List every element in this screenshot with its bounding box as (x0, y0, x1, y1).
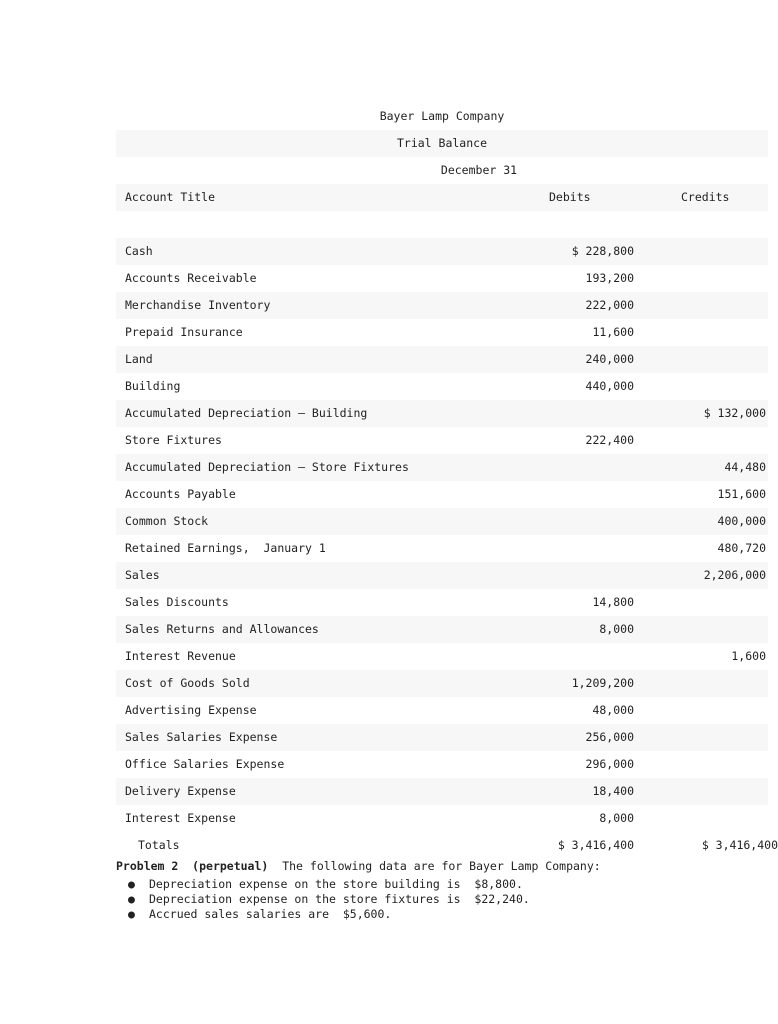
list-item (116, 907, 756, 922)
account-title: Sales Discounts (125, 595, 229, 609)
totals-label: Totals (138, 838, 180, 852)
account-title: Retained Earnings, January 1 (125, 541, 326, 555)
account-title: Accounts Receivable (125, 271, 257, 285)
account-title: Cost of Goods Sold (125, 676, 250, 690)
report-date-row (116, 157, 768, 184)
table-row (116, 265, 768, 292)
table-row (116, 427, 768, 454)
table-row (116, 778, 768, 805)
table-row (116, 535, 768, 562)
debit-amount: 11,600 (592, 325, 634, 339)
column-header-title: Account Title (125, 190, 216, 204)
account-title: Interest Expense (125, 811, 236, 825)
report-title: Trial Balance (396, 136, 487, 150)
table-row (116, 616, 768, 643)
problem-intro: The following data are for Bayer Lamp Company: (282, 859, 601, 873)
debit-amount: 193,200 (585, 271, 634, 285)
column-header-row (116, 184, 768, 211)
company-name-row (116, 103, 768, 130)
account-title: Accumulated Depreciation – Store Fixtures (125, 460, 409, 474)
debit-amount: 1,209,200 (571, 676, 634, 690)
table-row (116, 508, 768, 535)
debit-amount: 14,800 (592, 595, 634, 609)
credit-amount: 1,600 (731, 649, 766, 663)
list-item (116, 892, 756, 907)
table-row (116, 454, 768, 481)
table-row (116, 373, 768, 400)
account-title: Office Salaries Expense (125, 757, 285, 771)
totals-credit: $ 3,416,400 (701, 838, 778, 852)
credit-amount: 44,480 (724, 460, 766, 474)
table-row (116, 589, 768, 616)
account-title: Interest Revenue (125, 649, 236, 663)
debit-amount: 296,000 (585, 757, 634, 771)
account-title: Advertising Expense (125, 703, 257, 717)
account-title: Delivery Expense (125, 784, 236, 798)
account-title: Sales (125, 568, 160, 582)
table-row (116, 319, 768, 346)
bullet-icon: ● (128, 877, 135, 891)
debit-amount: 222,000 (585, 298, 634, 312)
account-title: Accumulated Depreciation – Building (125, 406, 368, 420)
debit-amount: 256,000 (585, 730, 634, 744)
column-header-debits: Debits (549, 190, 591, 204)
problem-section (116, 858, 756, 922)
account-title: Store Fixtures (125, 433, 222, 447)
credit-amount: 400,000 (717, 514, 766, 528)
column-header-credits: Credits (681, 190, 730, 204)
problem-label: Problem 2 (116, 859, 179, 873)
debit-amount: $ 228,800 (571, 244, 634, 258)
bullet-icon: ● (128, 907, 135, 921)
bullet-text: Depreciation expense on the store fixtures is $22,240. (149, 892, 530, 906)
trial-balance-table (116, 103, 778, 859)
credit-amount: 151,600 (717, 487, 766, 501)
debit-amount: 48,000 (592, 703, 634, 717)
account-title: Cash (125, 244, 153, 258)
table-row (116, 643, 768, 670)
totals-debit: $ 3,416,400 (557, 838, 634, 852)
table-row (116, 805, 768, 832)
problem-tag: (perpetual) (192, 859, 269, 873)
problem-heading (116, 858, 756, 875)
debit-amount: 440,000 (585, 379, 634, 393)
totals-row (116, 832, 778, 859)
list-item (116, 877, 756, 892)
bullet-text: Depreciation expense on the store building is $8,800. (149, 877, 523, 891)
table-row (116, 751, 768, 778)
account-title: Land (125, 352, 153, 366)
debit-amount: 8,000 (599, 622, 634, 636)
account-title: Prepaid Insurance (125, 325, 243, 339)
credit-amount: 480,720 (717, 541, 766, 555)
spacer-row (116, 211, 768, 238)
account-title: Sales Returns and Allowances (125, 622, 319, 636)
debit-amount: 222,400 (585, 433, 634, 447)
account-title: Accounts Payable (125, 487, 236, 501)
debit-amount: 240,000 (585, 352, 634, 366)
report-date: December 31 (440, 163, 518, 177)
table-row (116, 481, 768, 508)
debit-amount: 8,000 (599, 811, 634, 825)
account-rows (116, 238, 768, 832)
bullet-text: Accrued sales salaries are $5,600. (149, 907, 392, 921)
table-row (116, 670, 768, 697)
table-row (116, 724, 768, 751)
account-title: Common Stock (125, 514, 209, 528)
report-title-row (116, 130, 768, 157)
account-title: Merchandise Inventory (125, 298, 271, 312)
account-title: Building (125, 379, 181, 393)
account-title: Sales Salaries Expense (125, 730, 278, 744)
credit-amount: 2,206,000 (703, 568, 766, 582)
table-row (116, 238, 768, 265)
table-row (116, 292, 768, 319)
company-name: Bayer Lamp Company (379, 109, 505, 123)
bullet-icon: ● (128, 892, 135, 906)
table-row (116, 346, 768, 373)
table-row (116, 400, 768, 427)
debit-amount: 18,400 (592, 784, 634, 798)
table-row (116, 562, 768, 589)
problem-bullet-list (116, 877, 756, 922)
table-row (116, 697, 768, 724)
credit-amount: $ 132,000 (703, 406, 766, 420)
